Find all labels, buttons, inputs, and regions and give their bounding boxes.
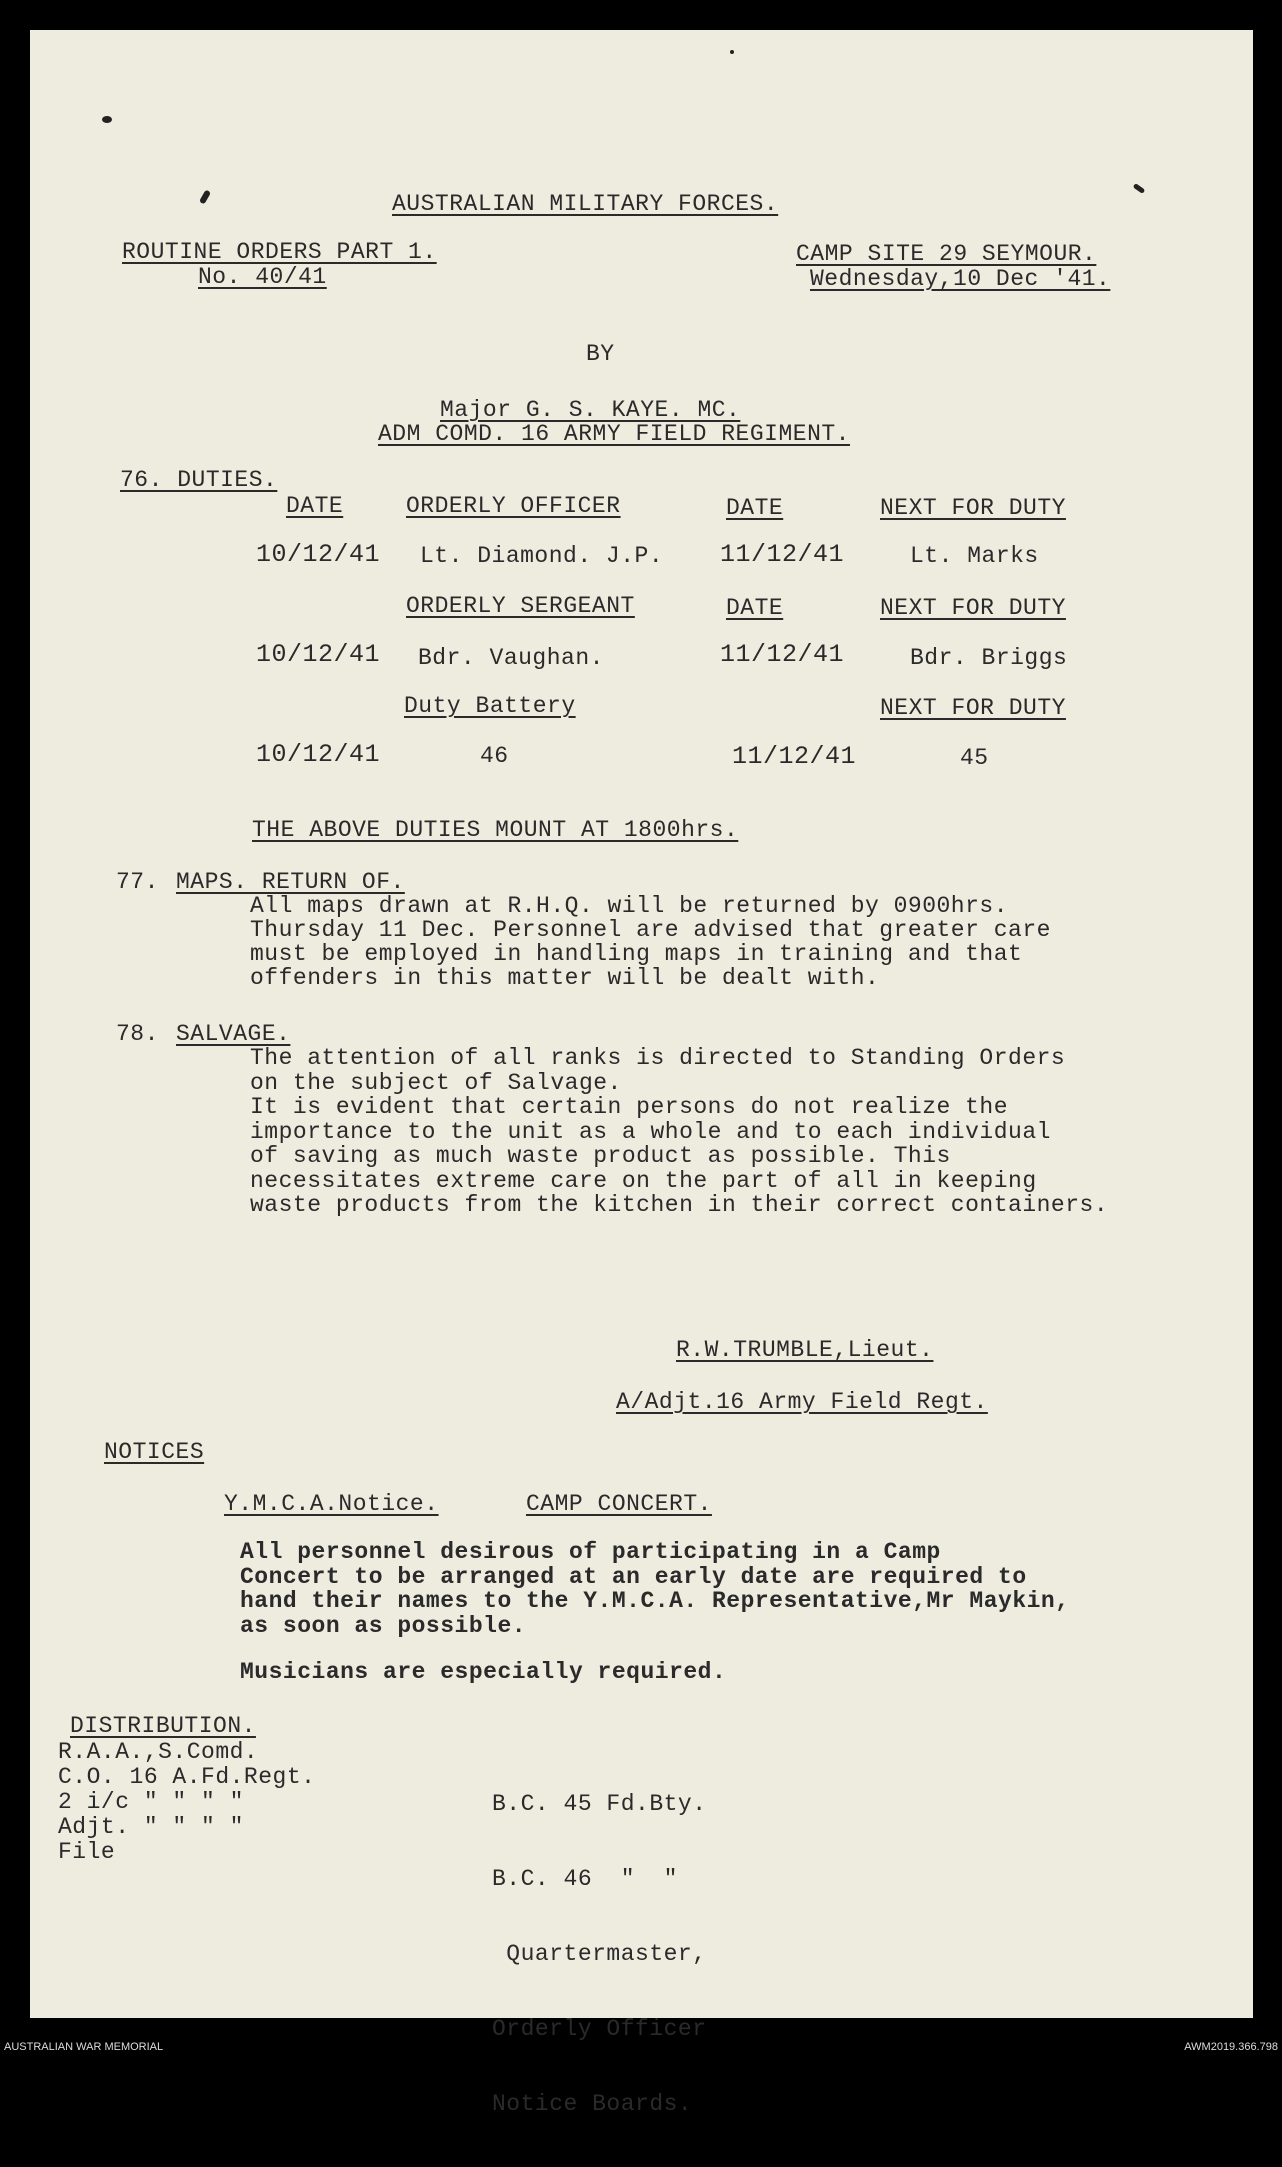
salvage-line: on the subject of Salvage. xyxy=(250,1069,622,1096)
ink-spot xyxy=(730,50,734,54)
sergeant-name: Bdr. Vaughan. xyxy=(418,645,604,671)
ymca-notice-label: Y.M.C.A.Notice. xyxy=(224,1491,439,1517)
maps-line: must be employed in handling maps in training and that xyxy=(250,941,1023,967)
maps-heading: MAPS. RETURN OF. xyxy=(176,869,405,895)
signatory-name: R.W.TRUMBLE,Lieut. xyxy=(676,1337,934,1363)
distribution-heading: DISTRIBUTION. xyxy=(70,1713,256,1739)
battery-date: 10/12/41 xyxy=(256,740,381,769)
col-next-for-duty: NEXT FOR DUTY xyxy=(880,595,1066,621)
distribution-item: Notice Boards. xyxy=(492,2091,693,2117)
order-date: Wednesday,10 Dec '41. xyxy=(810,266,1111,292)
sergeant-date: 10/12/41 xyxy=(256,640,381,669)
col-date-next: DATE xyxy=(726,495,784,521)
distribution-left-list xyxy=(58,1740,315,1865)
footer-credit: AUSTRALIAN WAR MEMORIAL xyxy=(4,2041,164,2053)
distribution-item: B.C. 46 " " xyxy=(492,1866,678,1892)
sergeant-next: Bdr. Briggs xyxy=(910,645,1068,671)
maps-paragraph xyxy=(250,894,1051,990)
distribution-item: File xyxy=(58,1839,116,1865)
footer-accession-number: AWM2019.366.798 xyxy=(1184,2041,1278,2053)
maps-number: 77. xyxy=(116,869,159,895)
col-orderly-sergeant: ORDERLY SERGEANT xyxy=(406,593,635,619)
camp-concert-heading: CAMP CONCERT. xyxy=(526,1491,712,1517)
sergeant-date-next: 11/12/41 xyxy=(720,640,845,669)
camp-site: CAMP SITE 29 SEYMOUR. xyxy=(796,241,1097,267)
distribution-item: Orderly Officer xyxy=(492,2016,707,2042)
concert-line: as soon as possible. xyxy=(240,1612,527,1639)
ink-spot xyxy=(1133,183,1146,194)
col-duty-battery: Duty Battery xyxy=(404,693,576,719)
officer-date: 10/12/41 xyxy=(256,540,381,569)
musicians-note: Musicians are especially required. xyxy=(240,1659,727,1685)
distribution-item: Quartermaster, xyxy=(492,1941,707,1967)
officer-next: Lt. Marks xyxy=(910,543,1039,569)
distribution-item: R.A.A.,S.Comd. xyxy=(58,1739,259,1765)
concert-paragraph xyxy=(240,1540,1070,1638)
salvage-paragraph xyxy=(250,1046,1108,1218)
distribution-item: 2 i/c " " " " xyxy=(58,1789,244,1815)
ink-spot xyxy=(199,189,211,204)
distribution-item: B.C. 45 Fd.Bty. xyxy=(492,1791,707,1817)
ink-spot xyxy=(102,116,112,123)
battery-date-next: 11/12/41 xyxy=(732,742,857,771)
salvage-line: necessitates extreme care on the part of all in keeping xyxy=(250,1167,1037,1194)
col-next-for-duty: NEXT FOR DUTY xyxy=(880,495,1066,521)
distribution-item: Adjt. " " " " xyxy=(58,1814,244,1840)
salvage-number: 78. xyxy=(116,1021,159,1047)
order-number: No. 40/41 xyxy=(198,264,327,290)
document-title: AUSTRALIAN MILITARY FORCES. xyxy=(392,191,779,217)
distribution-item: C.O. 16 A.Fd.Regt. xyxy=(58,1764,316,1790)
maps-line: offenders in this matter will be dealt with. xyxy=(250,965,880,991)
salvage-line: The attention of all ranks is directed to Standing Orders xyxy=(250,1045,1066,1071)
command-title: ADM COMD. 16 ARMY FIELD REGIMENT. xyxy=(378,421,850,447)
salvage-line: It is evident that certain persons do not realize the xyxy=(250,1094,1009,1120)
commander-name: Major G. S. KAYE. MC. xyxy=(440,397,741,423)
maps-line: All maps drawn at R.H.Q. will be returned by 0900hrs. xyxy=(250,893,1009,919)
salvage-line: waste products from the kitchen in their correct containers. xyxy=(250,1192,1109,1218)
duties-mount-note: THE ABOVE DUTIES MOUNT AT 1800hrs. xyxy=(252,817,739,843)
distribution-right-list xyxy=(492,1742,707,2167)
routine-orders-label: ROUTINE ORDERS PART 1. xyxy=(122,239,437,265)
maps-line: Thursday 11 Dec. Personnel are advised that greater care xyxy=(250,917,1051,943)
salvage-heading: SALVAGE. xyxy=(176,1021,291,1047)
col-date: DATE xyxy=(286,493,344,519)
col-date-next: DATE xyxy=(726,595,784,621)
battery-number: 46 xyxy=(480,743,509,769)
concert-line: hand their names to the Y.M.C.A. Representative,Mr Maykin, xyxy=(240,1588,1070,1614)
col-orderly-officer: ORDERLY OFFICER xyxy=(406,493,621,519)
battery-next: 45 xyxy=(960,745,989,771)
by-label: BY xyxy=(586,341,615,367)
signatory-title: A/Adjt.16 Army Field Regt. xyxy=(616,1389,988,1415)
salvage-line: importance to the unit as a whole and to each individual xyxy=(250,1118,1051,1145)
officer-name: Lt. Diamond. J.P. xyxy=(420,543,664,569)
salvage-line: of saving as much waste product as possible. This xyxy=(250,1143,951,1169)
officer-date-next: 11/12/41 xyxy=(720,540,845,569)
concert-line: All personnel desirous of participating in a Camp xyxy=(240,1539,941,1565)
concert-line: Concert to be arranged at an early date are required to xyxy=(240,1563,1027,1590)
duties-heading: 76. DUTIES. xyxy=(120,467,278,493)
col-next-for-duty: NEXT FOR DUTY xyxy=(880,695,1066,721)
notices-heading: NOTICES xyxy=(104,1439,205,1465)
